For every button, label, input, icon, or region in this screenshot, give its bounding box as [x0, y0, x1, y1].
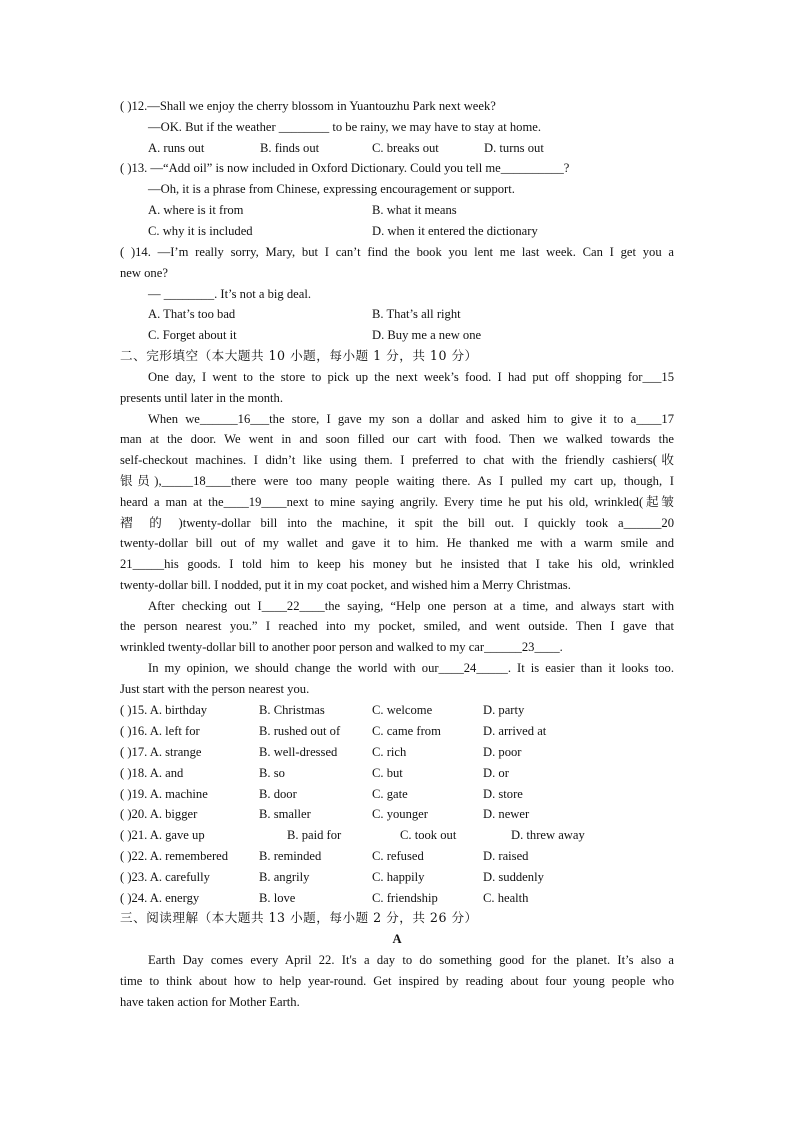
question-stem-cont: new one? — [120, 266, 168, 280]
passage-line: When we______16___the store, I gave my son a dollar and asked him to give it to a____17 — [148, 412, 674, 426]
q22-option-d: D. raised — [483, 849, 529, 863]
q20-option-c: C. younger — [372, 807, 428, 821]
option-b: B. finds out — [260, 141, 320, 155]
question-response: —OK. But if the weather ________ to be rainy, we may have to stay at home. — [148, 120, 541, 134]
option-d: D. when it entered the dictionary — [372, 224, 538, 238]
passage-line: Earth Day comes every April 22. It's a day to do something good for the planet. It’s also a — [148, 953, 674, 967]
passage-line: One day, I went to the store to pick up the next week’s food. I had put off shopping for___15 — [148, 370, 674, 384]
option-b: B. That’s all right — [372, 307, 461, 321]
q15-option-b: B. Christmas — [259, 703, 325, 717]
q24-option-b: B. love — [259, 891, 296, 905]
passage-line: 褶 的 )twenty-dollar bill into the machine, it spit the bill out. I quickly took a______20 — [120, 516, 674, 530]
q18-option-b: B. so — [259, 766, 285, 780]
passage-line: heard a man at the____19____next to mine saying angrily. Every time he put his old, wrinkled(起皱 — [120, 495, 674, 509]
q19-option-b: B. door — [259, 787, 297, 801]
passage-line: self-checkout machines. I didn’t like using them. I preferred to chat with the friendly cashiers(收 — [120, 453, 674, 467]
passage-line: the person nearest you.” I reached into my pocket, smiled, and went outside. Then I gave that — [120, 619, 674, 633]
question-stem: ( )14. —I’m really sorry, Mary, but I can’t find the book you lent me last week. Can I get you a — [120, 245, 674, 259]
question-stem: ( )12.—Shall we enjoy the cherry blossom in Yuantouzhu Park next week? — [120, 99, 496, 113]
passage-line: have taken action for Mother Earth. — [120, 995, 300, 1009]
option-c: C. breaks out — [372, 141, 439, 155]
q21-option-b: B. paid for — [287, 828, 342, 842]
q20-option-a: ( )20. A. bigger — [120, 807, 198, 821]
q18-option-d: D. or — [483, 766, 509, 780]
q20-option-b: B. smaller — [259, 807, 311, 821]
q16-option-c: C. came from — [372, 724, 441, 738]
passage-line: twenty-dollar bill out of my wallet and gave it to him. He thanked me with a warm smile and — [120, 536, 674, 550]
passage-line: man at the door. We went in and soon filled our cart with food. Then we walked towards the — [120, 432, 674, 446]
question-response: —Oh, it is a phrase from Chinese, expressing encouragement or support. — [148, 182, 515, 196]
q21-option-c: C. took out — [400, 828, 457, 842]
section-heading: 二、完形填空（本大题共 10 小题，每小题 1 分，共 10 分） — [120, 348, 478, 363]
q23-option-b: B. angrily — [259, 870, 310, 884]
q19-option-a: ( )19. A. machine — [120, 787, 208, 801]
q16-option-b: B. rushed out of — [259, 724, 341, 738]
q20-option-d: D. newer — [483, 807, 530, 821]
passage-line: wrinkled twenty-dollar bill to another poor person and walked to my car______23____. — [120, 640, 563, 654]
question-response: — ________. It’s not a big deal. — [148, 287, 311, 301]
q17-option-c: C. rich — [372, 745, 407, 759]
option-b: B. what it means — [372, 203, 457, 217]
section-heading: 三、阅读理解（本大题共 13 小题，每小题 2 分，共 26 分） — [120, 910, 478, 925]
option-c: C. Forget about it — [148, 328, 237, 342]
q23-option-d: D. suddenly — [483, 870, 544, 884]
passage-line: Just start with the person nearest you. — [120, 682, 310, 696]
passage-line: 21_____his goods. I told him to keep his money but he insisted that I take his old, wrinkled — [120, 557, 674, 571]
passage-line: twenty-dollar bill. I nodded, put it in my coat pocket, and wished him a Merry Christmas. — [120, 578, 571, 592]
q22-option-a: ( )22. A. remembered — [120, 849, 229, 863]
q17-option-d: D. poor — [483, 745, 522, 759]
q24-option-d: C. health — [483, 891, 529, 905]
option-c: C. why it is included — [148, 224, 253, 238]
q17-option-b: B. well-dressed — [259, 745, 338, 759]
q23-option-c: C. happily — [372, 870, 425, 884]
passage-line: 银员),_____18____there were too many people waiting there. As I pulled my cart up, though, I — [120, 474, 674, 488]
option-a: A. That’s too bad — [148, 307, 236, 321]
passage-line: time to think about how to help year-round. Get inspired by reading about four young people who — [120, 974, 674, 988]
q17-option-a: ( )17. A. strange — [120, 745, 202, 759]
q24-option-a: ( )24. A. energy — [120, 891, 200, 905]
q16-option-d: D. arrived at — [483, 724, 547, 738]
passage-line: In my opinion, we should change the world with our____24_____. It is easier than it looks too. — [148, 661, 674, 675]
passage-label: A — [392, 932, 402, 946]
q19-option-d: D. store — [483, 787, 523, 801]
q24-option-c: C. friendship — [372, 891, 438, 905]
q15-option-d: D. party — [483, 703, 525, 717]
q19-option-c: C. gate — [372, 787, 408, 801]
passage-line: After checking out I____22____the saying, “Help one person at a time, and always start with — [148, 599, 674, 613]
q18-option-a: ( )18. A. and — [120, 766, 184, 780]
q23-option-a: ( )23. A. carefully — [120, 870, 210, 884]
q16-option-a: ( )16. A. left for — [120, 724, 200, 738]
q15-option-a: ( )15. A. birthday — [120, 703, 208, 717]
q22-option-b: B. reminded — [259, 849, 322, 863]
q21-option-a: ( )21. A. gave up — [120, 828, 205, 842]
q18-option-c: C. but — [372, 766, 403, 780]
passage-line: presents until later in the month. — [120, 391, 283, 405]
option-a: A. runs out — [148, 141, 205, 155]
q15-option-c: C. welcome — [372, 703, 433, 717]
question-stem: ( )13. —“Add oil” is now included in Oxford Dictionary. Could you tell me__________? — [120, 161, 570, 175]
q21-option-d: D. threw away — [511, 828, 585, 842]
q22-option-c: C. refused — [372, 849, 424, 863]
option-a: A. where is it from — [148, 203, 244, 217]
option-d: D. Buy me a new one — [372, 328, 482, 342]
option-d: D. turns out — [484, 141, 544, 155]
